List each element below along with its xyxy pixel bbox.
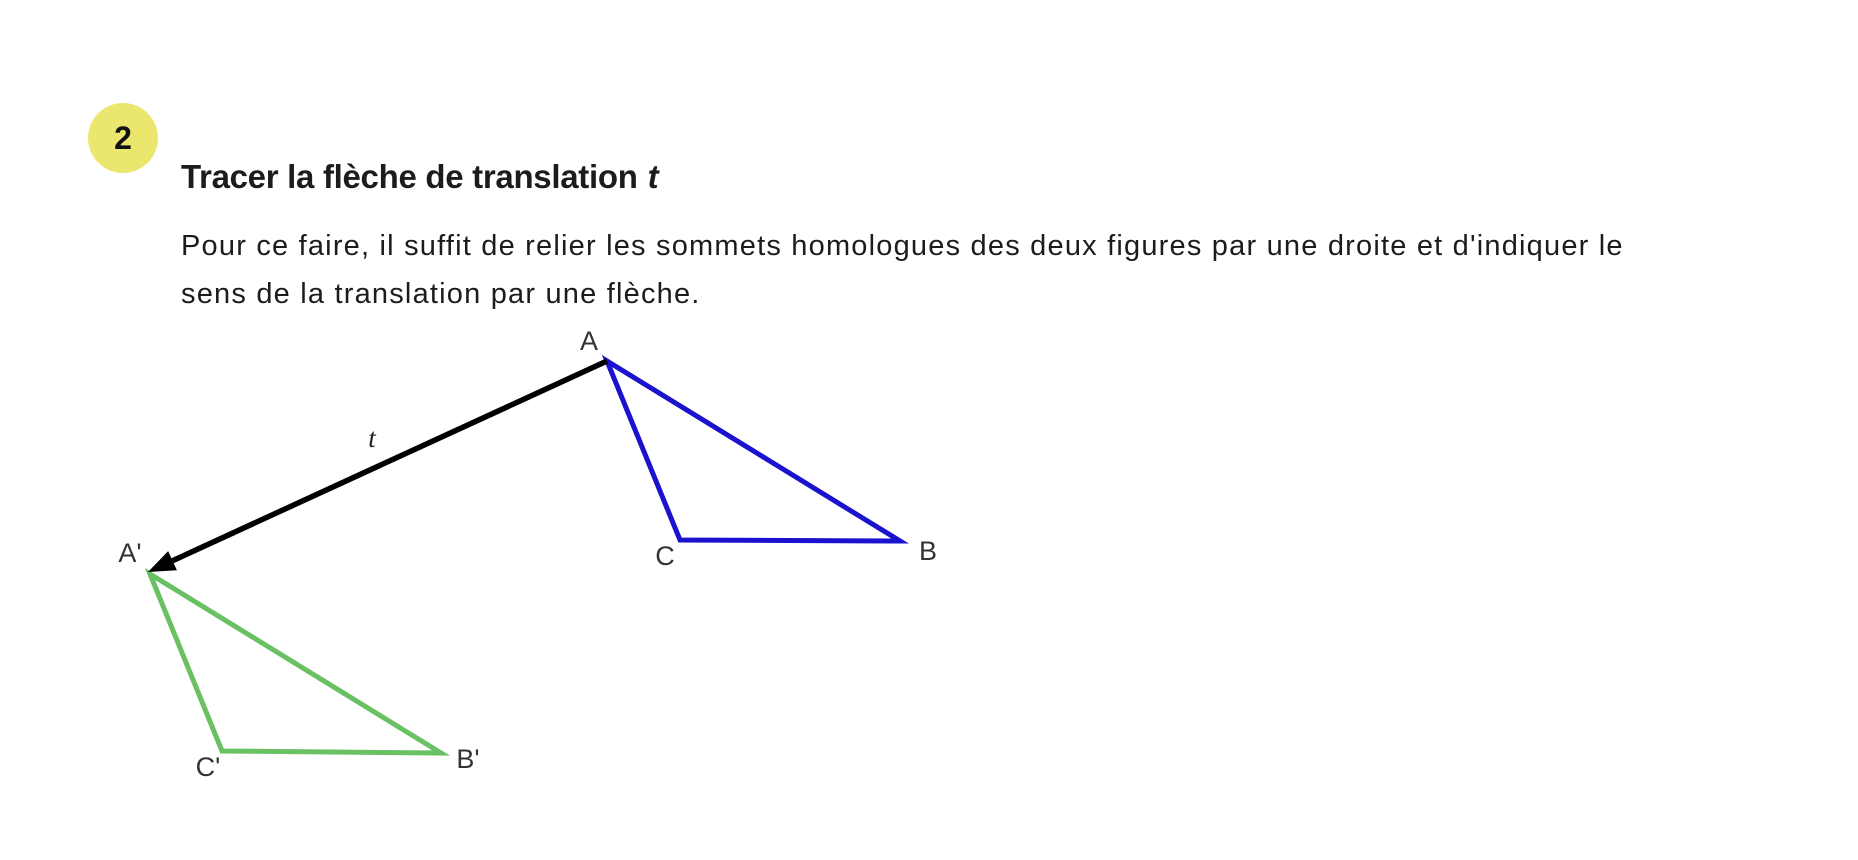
paragraph-line-2: sens de la translation par une flèche. [181, 278, 701, 310]
triangle-abc [607, 361, 900, 541]
translation-arrowhead [148, 551, 177, 572]
translation-diagram [80, 320, 980, 800]
lesson-paragraph [181, 222, 1624, 318]
step-number: 2 [114, 119, 132, 156]
label-C1: C' [195, 752, 221, 782]
label-A: A [579, 326, 599, 356]
translation-arrow-line [173, 361, 607, 561]
label-B1: B' [456, 744, 480, 774]
translation-symbol: t [647, 158, 659, 196]
label-B: B [918, 536, 938, 566]
diagram-container [80, 320, 980, 800]
label-t: t [368, 423, 376, 453]
step-heading [181, 157, 658, 197]
step-heading-text: Tracer la flèche de translation [181, 158, 638, 196]
label-C: C [655, 541, 675, 571]
triangle-a1b1c1 [150, 574, 441, 753]
step-number-badge [88, 103, 158, 173]
paragraph-line-1: Pour ce faire, il suffit de relier les sommets homologues des deux figures par une droite et d'indiquer le [181, 230, 1624, 262]
label-A1: A' [118, 538, 142, 568]
